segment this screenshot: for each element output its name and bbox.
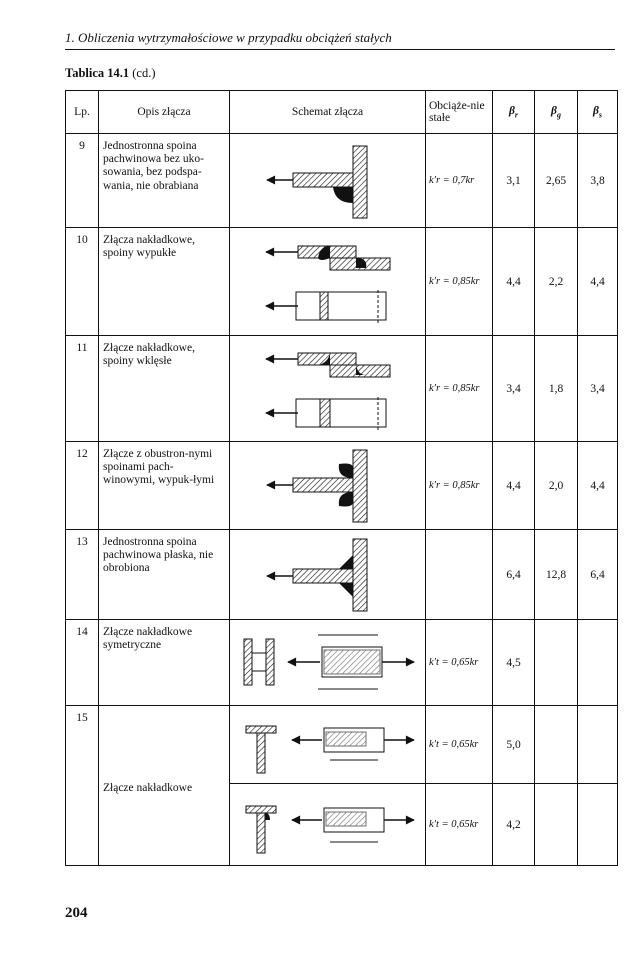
cell-schemat (230, 784, 426, 866)
cell-opis: Złącza nakładkowe, spoiny wypukłe (99, 228, 230, 336)
cell-opis: Złącze nakładkowe (99, 706, 230, 866)
lap-joint-tee-diagram-a (238, 710, 418, 780)
cell-schemat (230, 530, 426, 620)
cell-beta-r: 4,5 (493, 620, 535, 706)
cell-lp: 15 (66, 706, 99, 866)
cell-beta-r: 4,2 (493, 784, 535, 866)
cell-obciazenie: k′r = 0,85kr (426, 442, 493, 530)
col-header-beta-r: $\beta_r$ (493, 91, 535, 134)
cell-beta-g: 2,2 (535, 228, 578, 336)
flat-fillet-weld-diagram (263, 535, 393, 615)
running-header: 1. Obliczenia wytrzymałościowe w przypadku obciążeń stałych (65, 30, 615, 50)
page-number: 204 (65, 905, 88, 921)
cell-opis: Złącze nakładkowe symetryczne (99, 620, 230, 706)
cell-beta-g: 1,8 (535, 336, 578, 442)
cell-schemat (230, 620, 426, 706)
cell-beta-r: 4,4 (493, 228, 535, 336)
cell-obciazenie: k′t = 0,65kr (426, 784, 493, 866)
symmetric-lap-joint-diagram (238, 625, 418, 701)
cell-beta-g: 2,65 (535, 134, 578, 228)
cell-obciazenie: k′t = 0,65kr (426, 620, 493, 706)
cell-beta-r: 3,4 (493, 336, 535, 442)
table-row (66, 620, 618, 706)
cell-lp: 12 (66, 442, 99, 530)
col-header-opis: Opis złącza (99, 91, 230, 134)
col-header-beta-s: $\beta_s$ (578, 91, 618, 134)
cell-lp: 10 (66, 228, 99, 336)
fillet-weld-diagram (263, 141, 393, 221)
cell-lp: 9 (66, 134, 99, 228)
col-header-beta-g: $\beta_g$ (535, 91, 578, 134)
table-row (66, 530, 618, 620)
cell-beta-s: 4,4 (578, 228, 618, 336)
cell-schemat (230, 336, 426, 442)
cell-lp: 13 (66, 530, 99, 620)
joints-table (65, 90, 618, 866)
cell-beta-g (535, 784, 578, 866)
lap-joint-convex-diagram (258, 234, 398, 330)
cell-schemat (230, 706, 426, 784)
table-row (66, 228, 618, 336)
cell-obciazenie: k′t = 0,65kr (426, 706, 493, 784)
cell-opis: Jednostronna spoina pachwinowa płaska, nie obrobiona (99, 530, 230, 620)
cell-beta-r: 5,0 (493, 706, 535, 784)
lap-joint-concave-diagram (258, 341, 398, 437)
cell-beta-s (578, 706, 618, 784)
table-row (66, 706, 618, 784)
cell-beta-g: 12,8 (535, 530, 578, 620)
cell-beta-r: 3,1 (493, 134, 535, 228)
cell-obciazenie: k′r = 0,7kr (426, 134, 493, 228)
cell-lp: 11 (66, 336, 99, 442)
cell-beta-s (578, 784, 618, 866)
table-label: Tablica 14.1 (65, 66, 130, 80)
cell-beta-r: 4,4 (493, 442, 535, 530)
cell-schemat (230, 442, 426, 530)
double-fillet-weld-diagram (263, 446, 393, 526)
table-continued: (cd.) (132, 66, 156, 80)
cell-beta-s: 6,4 (578, 530, 618, 620)
cell-beta-s: 4,4 (578, 442, 618, 530)
col-header-schemat: Schemat złącza (230, 91, 426, 134)
cell-beta-r: 6,4 (493, 530, 535, 620)
cell-beta-s: 3,8 (578, 134, 618, 228)
cell-schemat (230, 134, 426, 228)
lap-joint-tee-diagram-b (238, 790, 418, 860)
table-row (66, 336, 618, 442)
cell-opis: Złącze nakładkowe, spoiny wklęsłe (99, 336, 230, 442)
col-header-obciazenie: Obciąże-nie stałe (426, 91, 493, 134)
cell-beta-g: 2,0 (535, 442, 578, 530)
cell-beta-s (578, 620, 618, 706)
table-header-row (66, 91, 618, 134)
table-row (66, 442, 618, 530)
cell-lp: 14 (66, 620, 99, 706)
col-header-lp: Lp. (66, 91, 99, 134)
cell-obciazenie: k′r = 0,85kr (426, 228, 493, 336)
cell-obciazenie: k′r = 0,85kr (426, 336, 493, 442)
table-row (66, 134, 618, 228)
table-caption (65, 66, 156, 81)
cell-schemat (230, 228, 426, 336)
cell-beta-s: 3,4 (578, 336, 618, 442)
cell-beta-g (535, 706, 578, 784)
cell-opis: Jednostronna spoina pachwinowa bez uko-sowania, bez podspa-wania, nie obrabiana (99, 134, 230, 228)
cell-opis: Złącze z obustron-nymi spoinami pach-winowymi, wypuk-łymi (99, 442, 230, 530)
cell-beta-g (535, 620, 578, 706)
cell-obciazenie (426, 530, 493, 620)
